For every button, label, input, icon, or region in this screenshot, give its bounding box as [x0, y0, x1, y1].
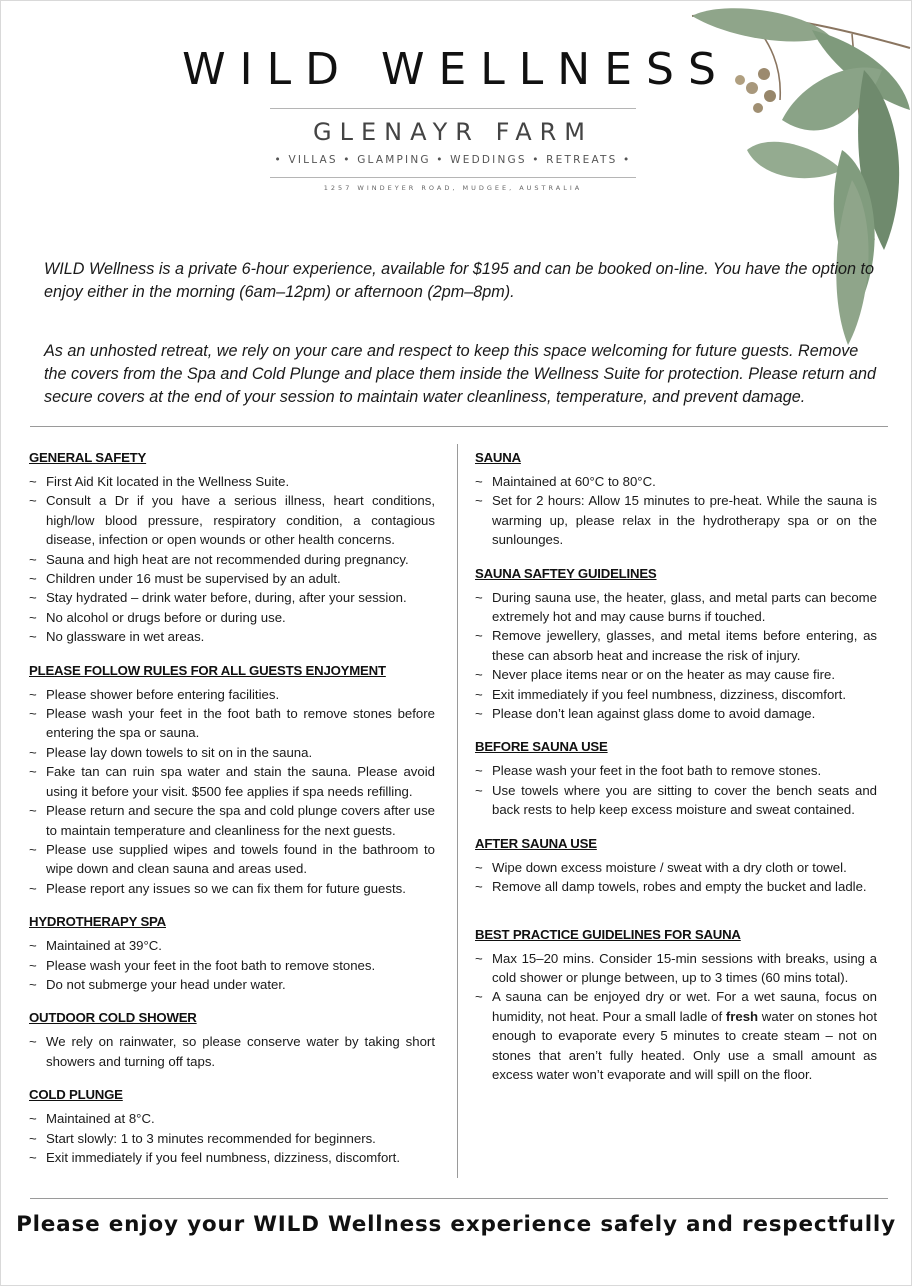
section-title: GENERAL SAFETY — [29, 450, 147, 465]
list-item — [475, 704, 877, 723]
tilde-bullet-icon: ~ — [29, 609, 37, 625]
section-items — [29, 685, 435, 898]
tilde-bullet-icon: ~ — [475, 667, 483, 683]
list-item — [475, 472, 877, 491]
list-item — [29, 975, 435, 994]
tilde-bullet-icon: ~ — [475, 474, 483, 489]
column-divider — [457, 444, 458, 1178]
logo-address: 1257 WINDEYER ROAD, MUDGEE, AUSTRALIA — [323, 184, 583, 192]
top-divider — [30, 426, 888, 427]
tilde-bullet-icon: ~ — [29, 1034, 37, 1050]
section-sauna-saftey-guidelines — [475, 566, 877, 724]
emphasis-text: fresh — [725, 1008, 759, 1024]
intro-paragraph-2: As an unhosted retreat, we rely on your care and respect to keep this space welcoming for future guests. Remove the covers from the Spa and Cold Plunge and place them inside the Wellness Suite for protection. Please return and secure covers at the end of your session to maintain water cleanliness, temperature, and prevent damage. — [44, 342, 877, 406]
section-items — [29, 1109, 435, 1167]
tilde-bullet-icon: ~ — [475, 628, 483, 644]
list-item-text: Never place items near or on the heater as may cause fire. — [492, 667, 836, 683]
list-item — [29, 1129, 435, 1148]
section-items — [475, 761, 877, 819]
logo-bottom-rule — [270, 177, 636, 178]
section-items — [29, 936, 435, 994]
list-item-text: Remove jewellery, glasses, and metal items before entering, as these can absorb heat and increase the risk of injury. — [492, 628, 877, 663]
list-item-text: Wipe down excess moisture / sweat with a dry cloth or towel. — [492, 859, 847, 875]
list-item — [29, 1032, 435, 1071]
list-item — [29, 1148, 435, 1167]
logo-name: GLENAYR FARM — [312, 118, 593, 146]
section-hydrotherapy-spa — [29, 914, 435, 994]
list-item — [29, 704, 435, 743]
list-item-text: Remove all damp towels, robes and empty the bucket and ladle. — [492, 879, 867, 895]
tilde-bullet-icon: ~ — [29, 938, 37, 954]
tilde-bullet-icon: ~ — [29, 571, 37, 587]
list-item-text: Maintained at 8°C. — [46, 1111, 155, 1127]
tilde-bullet-icon: ~ — [29, 764, 37, 780]
section-items — [475, 858, 877, 897]
tilde-bullet-icon: ~ — [29, 744, 37, 760]
list-item — [29, 472, 435, 491]
list-item — [29, 840, 435, 879]
list-item-text: Fake tan can ruin spa water and stain the sauna. Please avoid using it before your visit. $500 fee applies if spa needs refilling. — [46, 764, 435, 799]
section-title: BEFORE SAUNA USE — [475, 739, 608, 755]
list-item-text: Exit immediately if you feel numbness, dizziness, discomfort. — [46, 1149, 401, 1165]
tilde-bullet-icon: ~ — [475, 706, 483, 722]
section-title: BEST PRACTICE GUIDELINES FOR SAUNA — [475, 926, 741, 942]
glenayr-farm-logo — [270, 108, 636, 198]
tilde-bullet-icon: ~ — [29, 976, 37, 992]
list-item-text: Please use supplied wipes and towels found in the bathroom to wipe down and clean sauna and areas used. — [46, 841, 435, 877]
right-column — [475, 450, 877, 1100]
tilde-bullet-icon: ~ — [29, 706, 37, 722]
tilde-bullet-icon: ~ — [29, 493, 37, 509]
list-item-text: Do not submerge your head under water. — [46, 976, 286, 992]
list-item-text: Stay hydrated – drink water before, during, after your session. — [46, 590, 407, 606]
tilde-bullet-icon: ~ — [475, 950, 483, 966]
list-item — [475, 949, 877, 988]
list-item-text: No glassware in wet areas. — [46, 629, 205, 645]
tilde-bullet-icon: ~ — [475, 782, 483, 798]
section-items — [29, 472, 435, 647]
tilde-bullet-icon: ~ — [29, 841, 37, 857]
list-item-text: First Aid Kit located in the Wellness Suite. — [46, 474, 290, 489]
list-item — [475, 685, 877, 704]
list-item-text: Please wash your feet in the foot bath to remove stones. — [492, 763, 822, 779]
tilde-bullet-icon: ~ — [29, 1130, 37, 1146]
tilde-bullet-icon: ~ — [29, 803, 37, 819]
section-sauna — [475, 450, 877, 550]
list-item — [29, 491, 435, 549]
list-item-text: During sauna use, the heater, glass, and metal parts can become extremely hot and may cause burns if touched. — [492, 589, 877, 625]
left-column — [29, 450, 435, 1183]
tilde-bullet-icon: ~ — [475, 589, 483, 605]
list-item — [29, 956, 435, 975]
section-items — [475, 949, 877, 1085]
list-item-text: Sauna and high heat are not recommended during pregnancy. — [46, 551, 409, 567]
section-title: AFTER SAUNA USE — [475, 835, 597, 851]
list-item-text: Please return and secure the spa and cold plunge covers after use to maintain temperature and cleanliness for the next guests. — [46, 803, 435, 838]
list-item-text: Maintained at 60°C to 80°C. — [492, 474, 656, 489]
list-item — [475, 877, 877, 896]
section-title: SAUNA — [475, 450, 521, 465]
list-item-text: Use towels where you are sitting to cover the bench seats and back rests to help keep excess moisture and sweat contained. — [492, 782, 877, 818]
tilde-bullet-icon: ~ — [475, 879, 483, 895]
list-item — [29, 588, 435, 607]
list-item-text: Please shower before entering facilities. — [46, 686, 280, 702]
tilde-bullet-icon: ~ — [29, 474, 37, 489]
section-best-practice-guidelines-for-sauna — [475, 927, 877, 1085]
section-items — [475, 472, 877, 550]
list-item — [29, 879, 435, 898]
list-item — [29, 743, 435, 762]
tilde-bullet-icon: ~ — [29, 1149, 37, 1165]
tilde-bullet-icon: ~ — [475, 989, 483, 1005]
section-items — [475, 588, 877, 724]
section-general-safety — [29, 450, 435, 647]
bottom-divider — [30, 1198, 888, 1199]
list-item-text: Please wash your feet in the foot bath to remove stones before entering the spa or sauna. — [46, 706, 435, 741]
section-outdoor-cold-shower — [29, 1010, 435, 1071]
tilde-bullet-icon: ~ — [475, 686, 483, 702]
list-item-text: Max 15–20 mins. Consider 15-min sessions with breaks, using a cold shower or plunge between, up to 3 times (60 mins total). — [492, 950, 877, 985]
list-item — [475, 665, 877, 684]
list-item — [29, 801, 435, 840]
list-item-text: Please don’t lean against glass dome to avoid damage. — [492, 706, 816, 722]
intro-paragraph-1: WILD Wellness is a private 6-hour experience, available for $195 and can be booked on-line. You have the option to enjoy either in the morning (6am–12pm) or afternoon (2pm–8pm). — [44, 260, 874, 301]
section-title: OUTDOOR COLD SHOWER — [29, 1010, 197, 1026]
list-item-text: A sauna can be enjoyed dry or wet. For a wet sauna, focus on humidity, not heat. Pour a small ladle of fresh water on stones hot enough to evaporate every 5 minutes to create steam – not on stones that aren’t fully heated. Only use a small amount as excess water won’t evaporate and will spill on the floor. — [492, 989, 877, 1082]
list-item — [475, 858, 877, 877]
tilde-bullet-icon: ~ — [29, 686, 37, 702]
section-items — [29, 1032, 435, 1071]
section-title: COLD PLUNGE — [29, 1087, 123, 1103]
list-item — [29, 550, 435, 569]
list-item — [29, 762, 435, 801]
list-item-text: Please lay down towels to sit on in the sauna. — [46, 744, 313, 760]
list-item — [475, 491, 877, 549]
list-item-text: Exit immediately if you feel numbness, dizziness, discomfort. — [492, 686, 847, 702]
list-item-text: Children under 16 must be supervised by an adult. — [46, 571, 341, 587]
list-item-text: We rely on rainwater, so please conserve water by taking short showers and turning off taps. — [46, 1034, 435, 1069]
section-cold-plunge — [29, 1087, 435, 1167]
list-item — [29, 608, 435, 627]
list-item — [29, 1109, 435, 1128]
tilde-bullet-icon: ~ — [29, 629, 37, 645]
section-before-sauna-use — [475, 739, 877, 819]
list-item — [29, 936, 435, 955]
tilde-bullet-icon: ~ — [475, 859, 483, 875]
list-item-text: No alcohol or drugs before or during use. — [46, 609, 286, 625]
list-item — [29, 685, 435, 704]
section-please-follow-rules-for-all-guests-enjoyment — [29, 663, 435, 898]
logo-top-rule — [270, 108, 636, 109]
logo-tagline: • VILLAS • GLAMPING • WEDDINGS • RETREATS • — [274, 154, 632, 166]
section-title: HYDROTHERAPY SPA — [29, 914, 166, 930]
list-item — [29, 627, 435, 646]
list-item-text: Consult a Dr if you have a serious illness, heart conditions, high/low blood pressure, respiratory condition, a contagious disease, infection or open wounds or other health concerns. — [46, 493, 435, 548]
section-after-sauna-use — [475, 836, 877, 897]
list-item-text: Set for 2 hours: Allow 15 minutes to pre-heat. While the sauna is warming up, please relax in the hydrotherapy spa or on the sunlounges. — [492, 493, 877, 548]
tilde-bullet-icon: ~ — [29, 1111, 37, 1127]
tilde-bullet-icon: ~ — [29, 590, 37, 606]
list-item — [475, 987, 877, 1084]
footer-message: Please enjoy your WILD Wellness experience safely and respectfully — [16, 1212, 896, 1237]
tilde-bullet-icon: ~ — [475, 493, 483, 509]
tilde-bullet-icon: ~ — [29, 551, 37, 567]
section-title: SAUNA SAFTEY GUIDELINES — [475, 565, 657, 581]
list-item-text: Please wash your feet in the foot bath to remove stones. — [46, 957, 376, 973]
list-item-text: Start slowly: 1 to 3 minutes recommended for beginners. — [46, 1130, 376, 1146]
list-item — [475, 781, 877, 820]
tilde-bullet-icon: ~ — [475, 763, 483, 779]
list-item — [475, 588, 877, 627]
list-item — [29, 569, 435, 588]
list-item-text: Please report any issues so we can fix them for future guests. — [46, 880, 406, 896]
list-item — [475, 626, 877, 665]
section-title: PLEASE FOLLOW RULES FOR ALL GUESTS ENJOYMENT — [29, 662, 386, 678]
tilde-bullet-icon: ~ — [29, 957, 37, 973]
tilde-bullet-icon: ~ — [29, 880, 37, 896]
list-item-text: Maintained at 39°C. — [46, 938, 162, 954]
list-item — [475, 761, 877, 780]
page-title: WILD WELLNESS — [182, 44, 730, 95]
